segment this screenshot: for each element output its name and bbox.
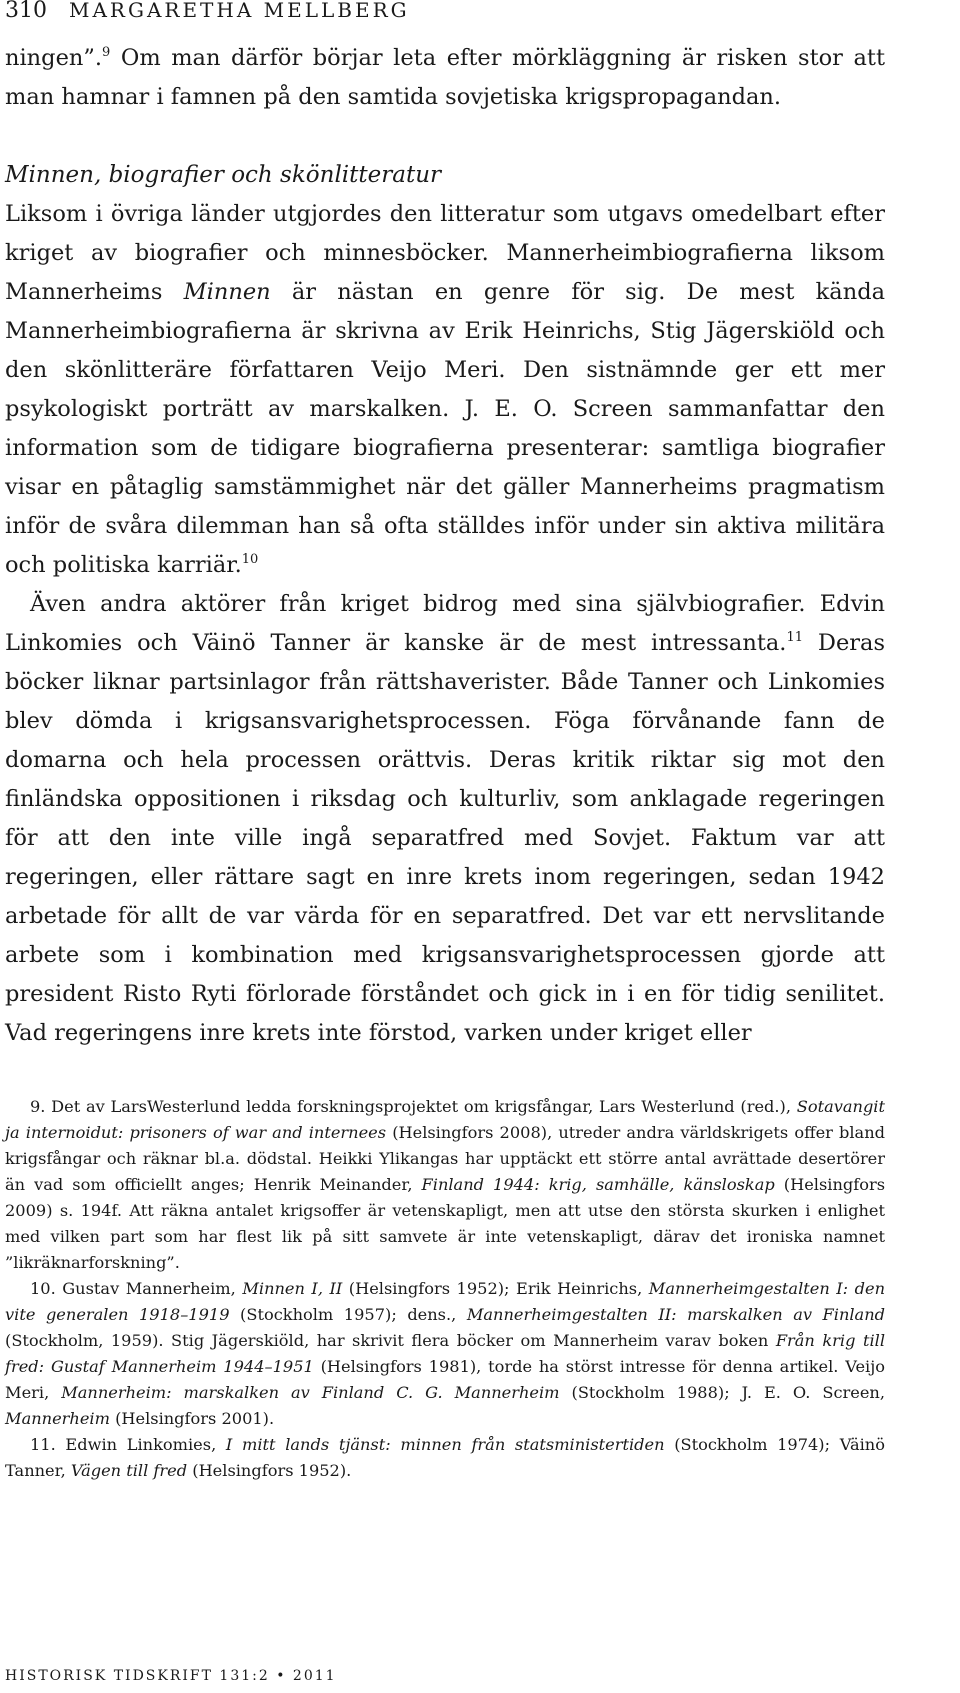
italic-title: Från krig till fred: Gustaf Mannerheim 1944–1951 [5, 1331, 885, 1376]
italic-title: Mannerheimgestalten II: marskalken av Finland [466, 1305, 885, 1324]
paragraph-3 [5, 585, 885, 1053]
footnote-10 [5, 1276, 885, 1432]
footnote-11 [5, 1432, 885, 1484]
italic-title: Vägen till fred [70, 1461, 188, 1480]
footnote-ref-9[interactable]: 9 [102, 45, 111, 60]
text-span: (Stockholm 1957); dens., [229, 1305, 467, 1324]
text-span: (Stockholm 1988); J. E. O. Screen, [559, 1383, 885, 1402]
text-span: ningen”. [5, 45, 103, 71]
page-number: 310 [5, 0, 47, 23]
text-span: 10. Gustav Mannerheim, [30, 1279, 243, 1298]
text-span: Om man därför börjar leta efter mörkläggning är risken stor att man hamnar i famnen på den samtida sovjetiska krigspropagandan. [5, 45, 885, 110]
running-head-author: MARGARETHA MELLBERG [69, 0, 410, 22]
running-head [5, 0, 410, 25]
text-span: Liksom i övriga länder utgjordes den litteratur som utgavs omedelbart efter kriget av biografier och minnesböcker. Mannerheimbiografierna liksom Mannerheims [5, 201, 885, 305]
paragraph-2 [5, 195, 885, 585]
text-span: (Helsingfors 2009) s. 194f. Att räkna antalet krigsoffer är vetenskapligt, men att utse den största skurken i enlighet med vilken part som har flest lik på sitt samvete är inte vetenskapligt, därav det ironiska namnet ”likräknarforskning”. [5, 1175, 886, 1272]
italic-title: Minnen [183, 279, 271, 305]
text-span: Även andra aktörer från kriget bidrog med sina självbiografier. Edvin Linkomies och Väinö Tanner är kanske är de mest intressanta. [5, 591, 885, 656]
text-span: (Helsingfors 1981), torde ha störst intresse för denna artikel. Veijo Meri, [5, 1357, 885, 1402]
footnote-9 [5, 1094, 885, 1276]
italic-title: Mannerheimgestalten I: den vite generalen 1918–1919 [5, 1279, 886, 1324]
text-span: (Stockholm 1974); Väinö Tanner, [5, 1435, 885, 1480]
italic-title: Mannerheim: marskalken av Finland C. G. Mannerheim [61, 1383, 560, 1402]
footnote-ref-11[interactable]: 11 [786, 630, 803, 645]
text-span: 11. Edwin Linkomies, [30, 1435, 226, 1454]
text-span: (Helsingfors 2008), utreder andra världskrigets offer bland krigsfångar och räknar bl.a. dödstal. Heikki Ylikangas har upptäckt ett större antal avrättade desertörer än vad som officiellt anges; Henrik Meinander, [5, 1123, 885, 1194]
text-span: (Helsingfors 1952); Erik Heinrichs, [342, 1279, 649, 1298]
italic-title: Mannerheim [5, 1409, 110, 1428]
main-text [5, 39, 885, 1053]
text-span: (Helsingfors 2001). [109, 1409, 275, 1428]
italic-title: I mitt lands tjänst: minnen från statsministertiden [225, 1435, 665, 1454]
text-span: (Stockholm, 1959). Stig Jägerskiöld, har skrivit flera böcker om Mannerheim varav boken [5, 1331, 776, 1350]
italic-title: Minnen I, II [242, 1279, 343, 1298]
section-subheading: Minnen, biografier och skönlitteratur [5, 162, 442, 188]
journal-footer: HISTORISK TIDSKRIFT 131:2 • 2011 [5, 1668, 337, 1684]
footnote-ref-10[interactable]: 10 [241, 552, 259, 567]
text-span: Deras böcker liknar partsinlagor från rättshaverister. Både Tanner och Linkomies blev dömda i krigsansvarighetsprocessen. Föga förvånande fann de domarna och hela processen orättvis. Deras kritik riktar sig mot den finländska oppositionen i riksdag och kulturliv, som anklagade regeringen för att den inte ville ingå separatfred med Sovjet. Faktum var att regeringen, eller rättare sagt en inre krets inom regeringen, sedan 1942 arbetade för allt de var värda för en separatfred. Det var ett nervslitande arbete som i kombination med krigsansvarighetsprocessen gjorde att president Risto Ryti förlorade förståndet och gick in i en för tidig senilitet. Vad regeringens inre krets inte förstod, varken under kriget eller [5, 630, 885, 1046]
italic-title: Sotavangit ja internoidut: prisoners of war and internees [5, 1097, 885, 1142]
text-span: (Helsingfors 1952). [187, 1461, 352, 1480]
italic-title: Finland 1944: krig, samhälle, känsloskap [421, 1175, 775, 1194]
text-span: 9. Det av LarsWesterlund ledda forskningsprojektet om krigsfångar, Lars Westerlund (red.), [30, 1097, 797, 1116]
footnotes [5, 1094, 885, 1484]
paragraph-1 [5, 39, 885, 117]
text-span: är nästan en genre för sig. De mest kända Mannerheimbiografierna är skrivna av Erik Heinrichs, Stig Jägerskiöld och den skönlitteräre författaren Veijo Meri. Den sistnämnde ger ett mer psykologiskt porträtt av marskalken. J. E. O. Screen sammanfattar den information som de tidigare biografierna presenterar: samtliga biografier visar en påtaglig samstämmighet när det gäller Mannerheims pragmatism inför de svåra dilemman han så ofta ställdes inför under sin aktiva militära och politiska karriär. [5, 279, 886, 578]
